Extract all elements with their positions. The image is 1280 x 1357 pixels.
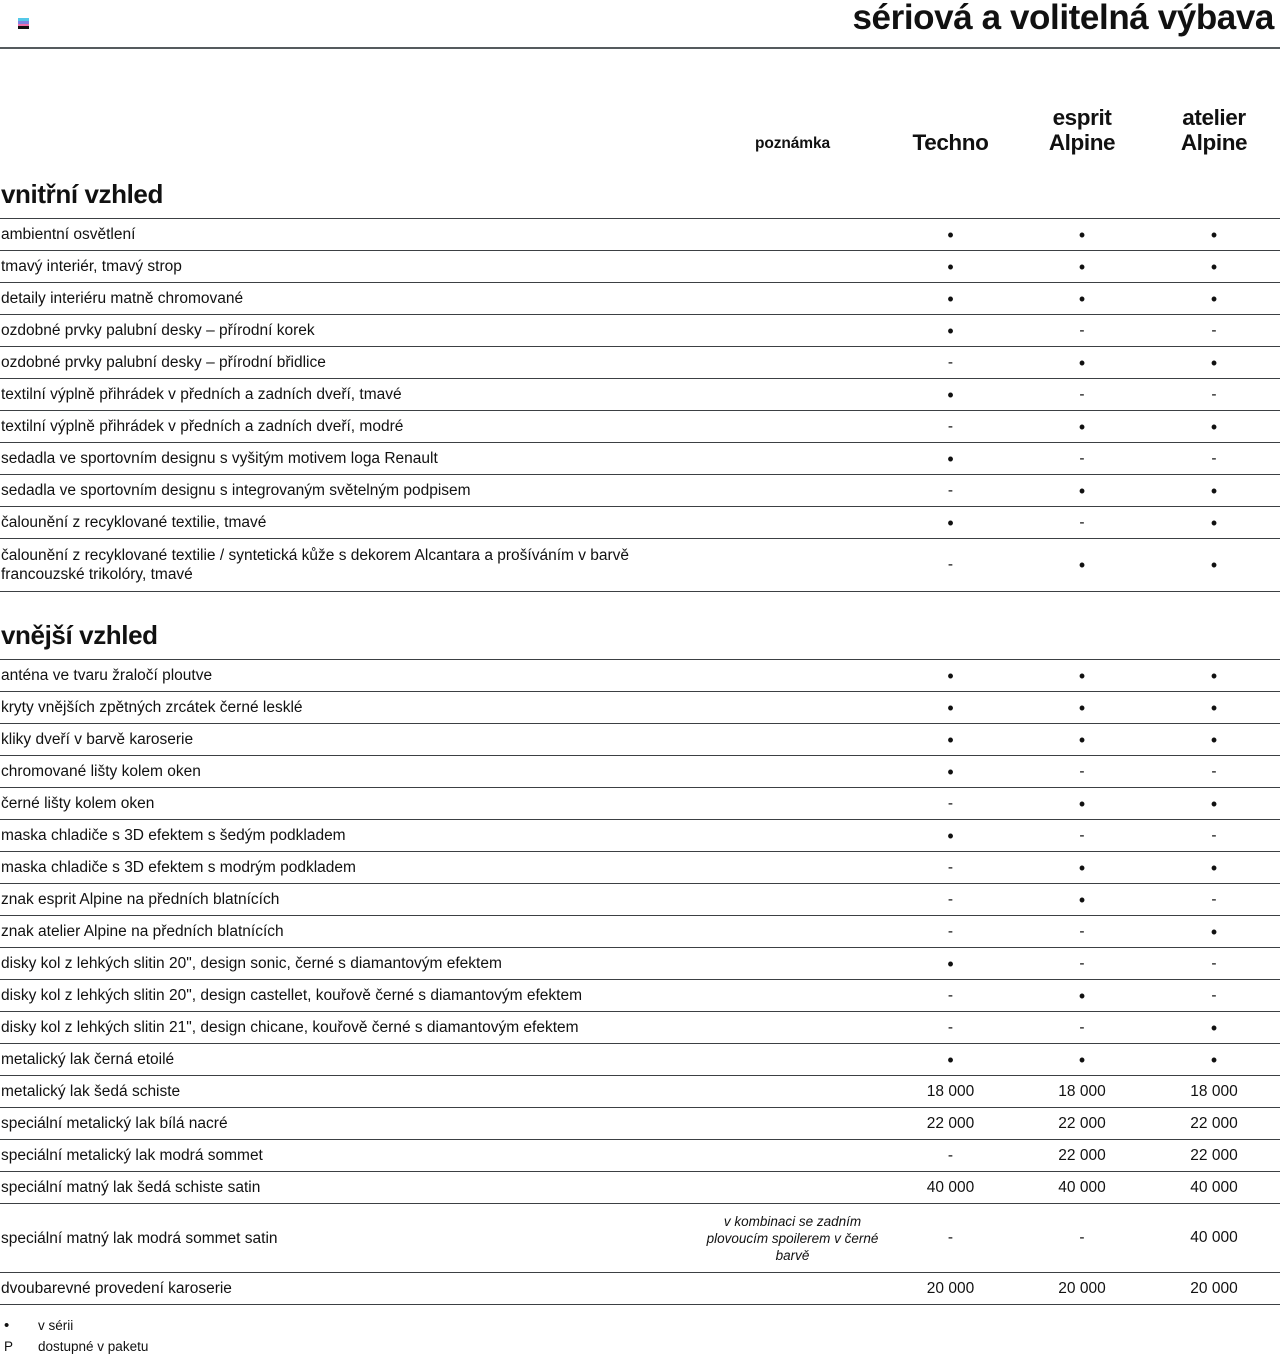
feature-label: tmavý interiér, tmavý strop bbox=[0, 251, 700, 283]
value-cell-techno: • bbox=[885, 379, 1016, 411]
feature-note bbox=[700, 1076, 885, 1108]
value-cell-esprit-alpine: • bbox=[1016, 475, 1148, 507]
feature-note bbox=[700, 788, 885, 820]
feature-label: znak esprit Alpine na předních blatnících bbox=[0, 884, 700, 916]
value-cell-esprit-alpine: - bbox=[1016, 1204, 1148, 1273]
value-cell-esprit-alpine: - bbox=[1016, 507, 1148, 539]
value-cell-esprit-alpine: • bbox=[1016, 724, 1148, 756]
table-row bbox=[0, 411, 1280, 443]
feature-label: speciální metalický lak modrá sommet bbox=[0, 1140, 700, 1172]
table-row bbox=[0, 443, 1280, 475]
feature-label: sedadla ve sportovním designu s vyšitým motivem loga Renault bbox=[0, 443, 700, 475]
table-row bbox=[0, 315, 1280, 347]
value-cell-atelier-alpine: 20 000 bbox=[1148, 1273, 1280, 1305]
value-cell-atelier-alpine: - bbox=[1148, 884, 1280, 916]
table-row bbox=[0, 1273, 1280, 1305]
value-cell-techno: • bbox=[885, 756, 1016, 788]
value-cell-atelier-alpine: - bbox=[1148, 820, 1280, 852]
value-cell-atelier-alpine: • bbox=[1148, 507, 1280, 539]
table-header-row bbox=[0, 49, 1280, 161]
feature-label: disky kol z lehkých slitin 20", design sonic, černé s diamantovým efektem bbox=[0, 948, 700, 980]
feature-label: speciální matný lak modrá sommet satin bbox=[0, 1204, 700, 1273]
feature-label: ozdobné prvky palubní desky – přírodní korek bbox=[0, 315, 700, 347]
value-cell-esprit-alpine: • bbox=[1016, 660, 1148, 692]
column-header-model-2 bbox=[1016, 49, 1148, 161]
table-row bbox=[0, 251, 1280, 283]
page-header bbox=[0, 0, 1280, 49]
value-cell-atelier-alpine: - bbox=[1148, 948, 1280, 980]
value-cell-esprit-alpine: 18 000 bbox=[1016, 1076, 1148, 1108]
table-row bbox=[0, 347, 1280, 379]
feature-label: chromované lišty kolem oken bbox=[0, 756, 700, 788]
column-header-note bbox=[700, 49, 885, 161]
value-cell-atelier-alpine: 40 000 bbox=[1148, 1172, 1280, 1204]
cmyk-colorbar-icon bbox=[18, 18, 29, 29]
value-cell-atelier-alpine: • bbox=[1148, 692, 1280, 724]
feature-note bbox=[700, 820, 885, 852]
value-cell-atelier-alpine: • bbox=[1148, 1044, 1280, 1076]
feature-label: maska chladiče s 3D efektem s šedým podkladem bbox=[0, 820, 700, 852]
feature-label: sedadla ve sportovním designu s integrovaným světelným podpisem bbox=[0, 475, 700, 507]
value-cell-techno: - bbox=[885, 788, 1016, 820]
table-row bbox=[0, 788, 1280, 820]
table-row bbox=[0, 1140, 1280, 1172]
value-cell-techno: - bbox=[885, 916, 1016, 948]
feature-label: kryty vnějších zpětných zrcátek černé lesklé bbox=[0, 692, 700, 724]
value-cell-techno: - bbox=[885, 852, 1016, 884]
value-cell-esprit-alpine: - bbox=[1016, 820, 1148, 852]
feature-note bbox=[700, 852, 885, 884]
feature-label: speciální metalický lak bílá nacré bbox=[0, 1108, 700, 1140]
feature-note bbox=[700, 724, 885, 756]
feature-note bbox=[700, 1273, 885, 1305]
value-cell-techno: - bbox=[885, 1204, 1016, 1273]
table-row bbox=[0, 475, 1280, 507]
value-cell-atelier-alpine: • bbox=[1148, 283, 1280, 315]
legend-text: dostupné v paketu bbox=[38, 1339, 149, 1354]
value-cell-techno: • bbox=[885, 315, 1016, 347]
value-cell-esprit-alpine: 40 000 bbox=[1016, 1172, 1148, 1204]
feature-label: čalounění z recyklované textilie / syntetická kůže s dekorem Alcantara a prošíváním v barvě francouzské trikolóry, tmavé bbox=[0, 539, 700, 592]
value-cell-techno: - bbox=[885, 884, 1016, 916]
value-cell-atelier-alpine: 22 000 bbox=[1148, 1140, 1280, 1172]
feature-note bbox=[700, 251, 885, 283]
feature-note bbox=[700, 219, 885, 251]
feature-note bbox=[700, 315, 885, 347]
value-cell-esprit-alpine: - bbox=[1016, 916, 1148, 948]
section-title: vnitřní vzhled bbox=[1, 179, 163, 209]
section-title: vnější vzhled bbox=[1, 620, 158, 650]
value-cell-techno: 18 000 bbox=[885, 1076, 1016, 1108]
feature-note bbox=[700, 411, 885, 443]
feature-label: textilní výplně přihrádek v předních a zadních dveří, modré bbox=[0, 411, 700, 443]
feature-label: metalický lak černá etoilé bbox=[0, 1044, 700, 1076]
column-header-model-3 bbox=[1148, 49, 1280, 161]
table-row bbox=[0, 692, 1280, 724]
feature-label: ambientní osvětlení bbox=[0, 219, 700, 251]
section-heading-cell bbox=[0, 592, 1280, 660]
table-row bbox=[0, 1172, 1280, 1204]
value-cell-techno: • bbox=[885, 507, 1016, 539]
table-row bbox=[0, 756, 1280, 788]
value-cell-atelier-alpine: • bbox=[1148, 852, 1280, 884]
feature-note bbox=[700, 475, 885, 507]
value-cell-atelier-alpine: • bbox=[1148, 219, 1280, 251]
feature-note bbox=[700, 1108, 885, 1140]
value-cell-atelier-alpine: • bbox=[1148, 411, 1280, 443]
value-cell-techno: • bbox=[885, 283, 1016, 315]
feature-label: čalounění z recyklované textilie, tmavé bbox=[0, 507, 700, 539]
value-cell-techno: - bbox=[885, 347, 1016, 379]
table-row bbox=[0, 1044, 1280, 1076]
value-cell-atelier-alpine: - bbox=[1148, 379, 1280, 411]
table-row bbox=[0, 1076, 1280, 1108]
value-cell-techno: - bbox=[885, 539, 1016, 592]
value-cell-atelier-alpine: - bbox=[1148, 756, 1280, 788]
value-cell-atelier-alpine: • bbox=[1148, 724, 1280, 756]
feature-note bbox=[700, 1044, 885, 1076]
value-cell-atelier-alpine: • bbox=[1148, 475, 1280, 507]
legend-mark: P bbox=[4, 1339, 14, 1354]
value-cell-atelier-alpine: 22 000 bbox=[1148, 1108, 1280, 1140]
feature-label: disky kol z lehkých slitin 20", design castellet, kouřově černé s diamantovým efektem bbox=[0, 980, 700, 1012]
feature-label: kliky dveří v barvě karoserie bbox=[0, 724, 700, 756]
table-row bbox=[0, 539, 1280, 592]
value-cell-atelier-alpine: • bbox=[1148, 251, 1280, 283]
value-cell-esprit-alpine: • bbox=[1016, 251, 1148, 283]
feature-note bbox=[700, 443, 885, 475]
value-cell-esprit-alpine: - bbox=[1016, 756, 1148, 788]
value-cell-atelier-alpine: • bbox=[1148, 788, 1280, 820]
feature-note bbox=[700, 1172, 885, 1204]
column-header-model-1 bbox=[885, 49, 1016, 161]
feature-note bbox=[700, 347, 885, 379]
feature-note bbox=[700, 692, 885, 724]
table-row bbox=[0, 283, 1280, 315]
value-cell-techno: - bbox=[885, 411, 1016, 443]
legend-mark: • bbox=[4, 1317, 10, 1334]
table-row bbox=[0, 219, 1280, 251]
table-row bbox=[0, 980, 1280, 1012]
legend bbox=[0, 1315, 1280, 1357]
spec-sheet bbox=[0, 49, 1280, 1357]
value-cell-esprit-alpine: • bbox=[1016, 852, 1148, 884]
value-cell-techno: - bbox=[885, 475, 1016, 507]
value-cell-techno: - bbox=[885, 1140, 1016, 1172]
feature-note bbox=[700, 660, 885, 692]
value-cell-techno: • bbox=[885, 820, 1016, 852]
value-cell-atelier-alpine: • bbox=[1148, 1012, 1280, 1044]
value-cell-esprit-alpine: • bbox=[1016, 1044, 1148, 1076]
value-cell-techno: • bbox=[885, 251, 1016, 283]
value-cell-techno: 22 000 bbox=[885, 1108, 1016, 1140]
column-header-model-label: atelier Alpine bbox=[1148, 105, 1280, 155]
value-cell-techno: • bbox=[885, 1044, 1016, 1076]
value-cell-esprit-alpine: - bbox=[1016, 948, 1148, 980]
value-cell-techno: • bbox=[885, 692, 1016, 724]
feature-label: detaily interiéru matně chromované bbox=[0, 283, 700, 315]
feature-label: metalický lak šedá schiste bbox=[0, 1076, 700, 1108]
feature-label: textilní výplně přihrádek v předních a zadních dveří, tmavé bbox=[0, 379, 700, 411]
value-cell-techno: • bbox=[885, 724, 1016, 756]
value-cell-esprit-alpine: • bbox=[1016, 980, 1148, 1012]
feature-label: ozdobné prvky palubní desky – přírodní břidlice bbox=[0, 347, 700, 379]
table-row bbox=[0, 507, 1280, 539]
table-row bbox=[0, 1204, 1280, 1273]
value-cell-esprit-alpine: - bbox=[1016, 379, 1148, 411]
value-cell-techno: - bbox=[885, 980, 1016, 1012]
table-row bbox=[0, 852, 1280, 884]
column-header-model-label: esprit Alpine bbox=[1016, 105, 1148, 155]
value-cell-esprit-alpine: • bbox=[1016, 692, 1148, 724]
feature-note bbox=[700, 1140, 885, 1172]
table-row bbox=[0, 1012, 1280, 1044]
value-cell-esprit-alpine: 22 000 bbox=[1016, 1140, 1148, 1172]
header-spacer bbox=[0, 49, 700, 161]
feature-note bbox=[700, 980, 885, 1012]
value-cell-atelier-alpine: 40 000 bbox=[1148, 1204, 1280, 1273]
value-cell-techno: 20 000 bbox=[885, 1273, 1016, 1305]
value-cell-atelier-alpine: • bbox=[1148, 539, 1280, 592]
value-cell-esprit-alpine: • bbox=[1016, 884, 1148, 916]
value-cell-atelier-alpine: • bbox=[1148, 347, 1280, 379]
value-cell-esprit-alpine: - bbox=[1016, 315, 1148, 347]
legend-item bbox=[4, 1315, 1280, 1336]
page-title: sériová a volitelná výbava bbox=[852, 0, 1274, 37]
value-cell-techno: 40 000 bbox=[885, 1172, 1016, 1204]
column-header-model-label: Techno bbox=[912, 130, 989, 155]
table-row bbox=[0, 660, 1280, 692]
feature-note: v kombinaci se zadním plovoucím spoilerem v černé barvě bbox=[700, 1204, 885, 1273]
value-cell-esprit-alpine: - bbox=[1016, 1012, 1148, 1044]
value-cell-techno: • bbox=[885, 948, 1016, 980]
model-label-line2: Alpine bbox=[1180, 130, 1248, 155]
value-cell-techno: - bbox=[885, 1012, 1016, 1044]
value-cell-esprit-alpine: • bbox=[1016, 219, 1148, 251]
value-cell-esprit-alpine: • bbox=[1016, 411, 1148, 443]
value-cell-esprit-alpine: - bbox=[1016, 443, 1148, 475]
value-cell-atelier-alpine: - bbox=[1148, 980, 1280, 1012]
feature-label: disky kol z lehkých slitin 21", design chicane, kouřově černé s diamantovým efektem bbox=[0, 1012, 700, 1044]
feature-note bbox=[700, 948, 885, 980]
feature-note bbox=[700, 916, 885, 948]
feature-label: dvoubarevné provedení karoserie bbox=[0, 1273, 700, 1305]
value-cell-atelier-alpine: • bbox=[1148, 916, 1280, 948]
section-heading-row bbox=[0, 592, 1280, 660]
value-cell-esprit-alpine: • bbox=[1016, 347, 1148, 379]
table-row bbox=[0, 1108, 1280, 1140]
value-cell-esprit-alpine: 22 000 bbox=[1016, 1108, 1148, 1140]
value-cell-techno: • bbox=[885, 443, 1016, 475]
value-cell-techno: • bbox=[885, 660, 1016, 692]
feature-label: znak atelier Alpine na předních blatnících bbox=[0, 916, 700, 948]
feature-note bbox=[700, 756, 885, 788]
value-cell-esprit-alpine: • bbox=[1016, 788, 1148, 820]
feature-note bbox=[700, 884, 885, 916]
value-cell-atelier-alpine: 18 000 bbox=[1148, 1076, 1280, 1108]
value-cell-techno: • bbox=[885, 219, 1016, 251]
feature-label: černé lišty kolem oken bbox=[0, 788, 700, 820]
table-row bbox=[0, 884, 1280, 916]
column-header-note-label: poznámka bbox=[755, 135, 830, 152]
value-cell-atelier-alpine: • bbox=[1148, 660, 1280, 692]
section-heading-cell bbox=[0, 161, 1280, 219]
section-heading-row bbox=[0, 161, 1280, 219]
table-row bbox=[0, 820, 1280, 852]
table-row bbox=[0, 916, 1280, 948]
value-cell-esprit-alpine: • bbox=[1016, 539, 1148, 592]
feature-note bbox=[700, 283, 885, 315]
feature-note bbox=[700, 507, 885, 539]
value-cell-esprit-alpine: 20 000 bbox=[1016, 1273, 1148, 1305]
feature-label: maska chladiče s 3D efektem s modrým podkladem bbox=[0, 852, 700, 884]
feature-note bbox=[700, 1012, 885, 1044]
feature-label: anténa ve tvaru žraločí ploutve bbox=[0, 660, 700, 692]
model-label-line2: Alpine bbox=[1048, 130, 1116, 155]
feature-label: speciální matný lak šedá schiste satin bbox=[0, 1172, 700, 1204]
feature-note bbox=[700, 379, 885, 411]
feature-note bbox=[700, 539, 885, 592]
table-row bbox=[0, 379, 1280, 411]
table-row bbox=[0, 724, 1280, 756]
value-cell-atelier-alpine: - bbox=[1148, 315, 1280, 347]
legend-text: v sérii bbox=[38, 1318, 74, 1333]
legend-item bbox=[4, 1336, 1280, 1357]
table-row bbox=[0, 948, 1280, 980]
value-cell-atelier-alpine: - bbox=[1148, 443, 1280, 475]
value-cell-esprit-alpine: • bbox=[1016, 283, 1148, 315]
